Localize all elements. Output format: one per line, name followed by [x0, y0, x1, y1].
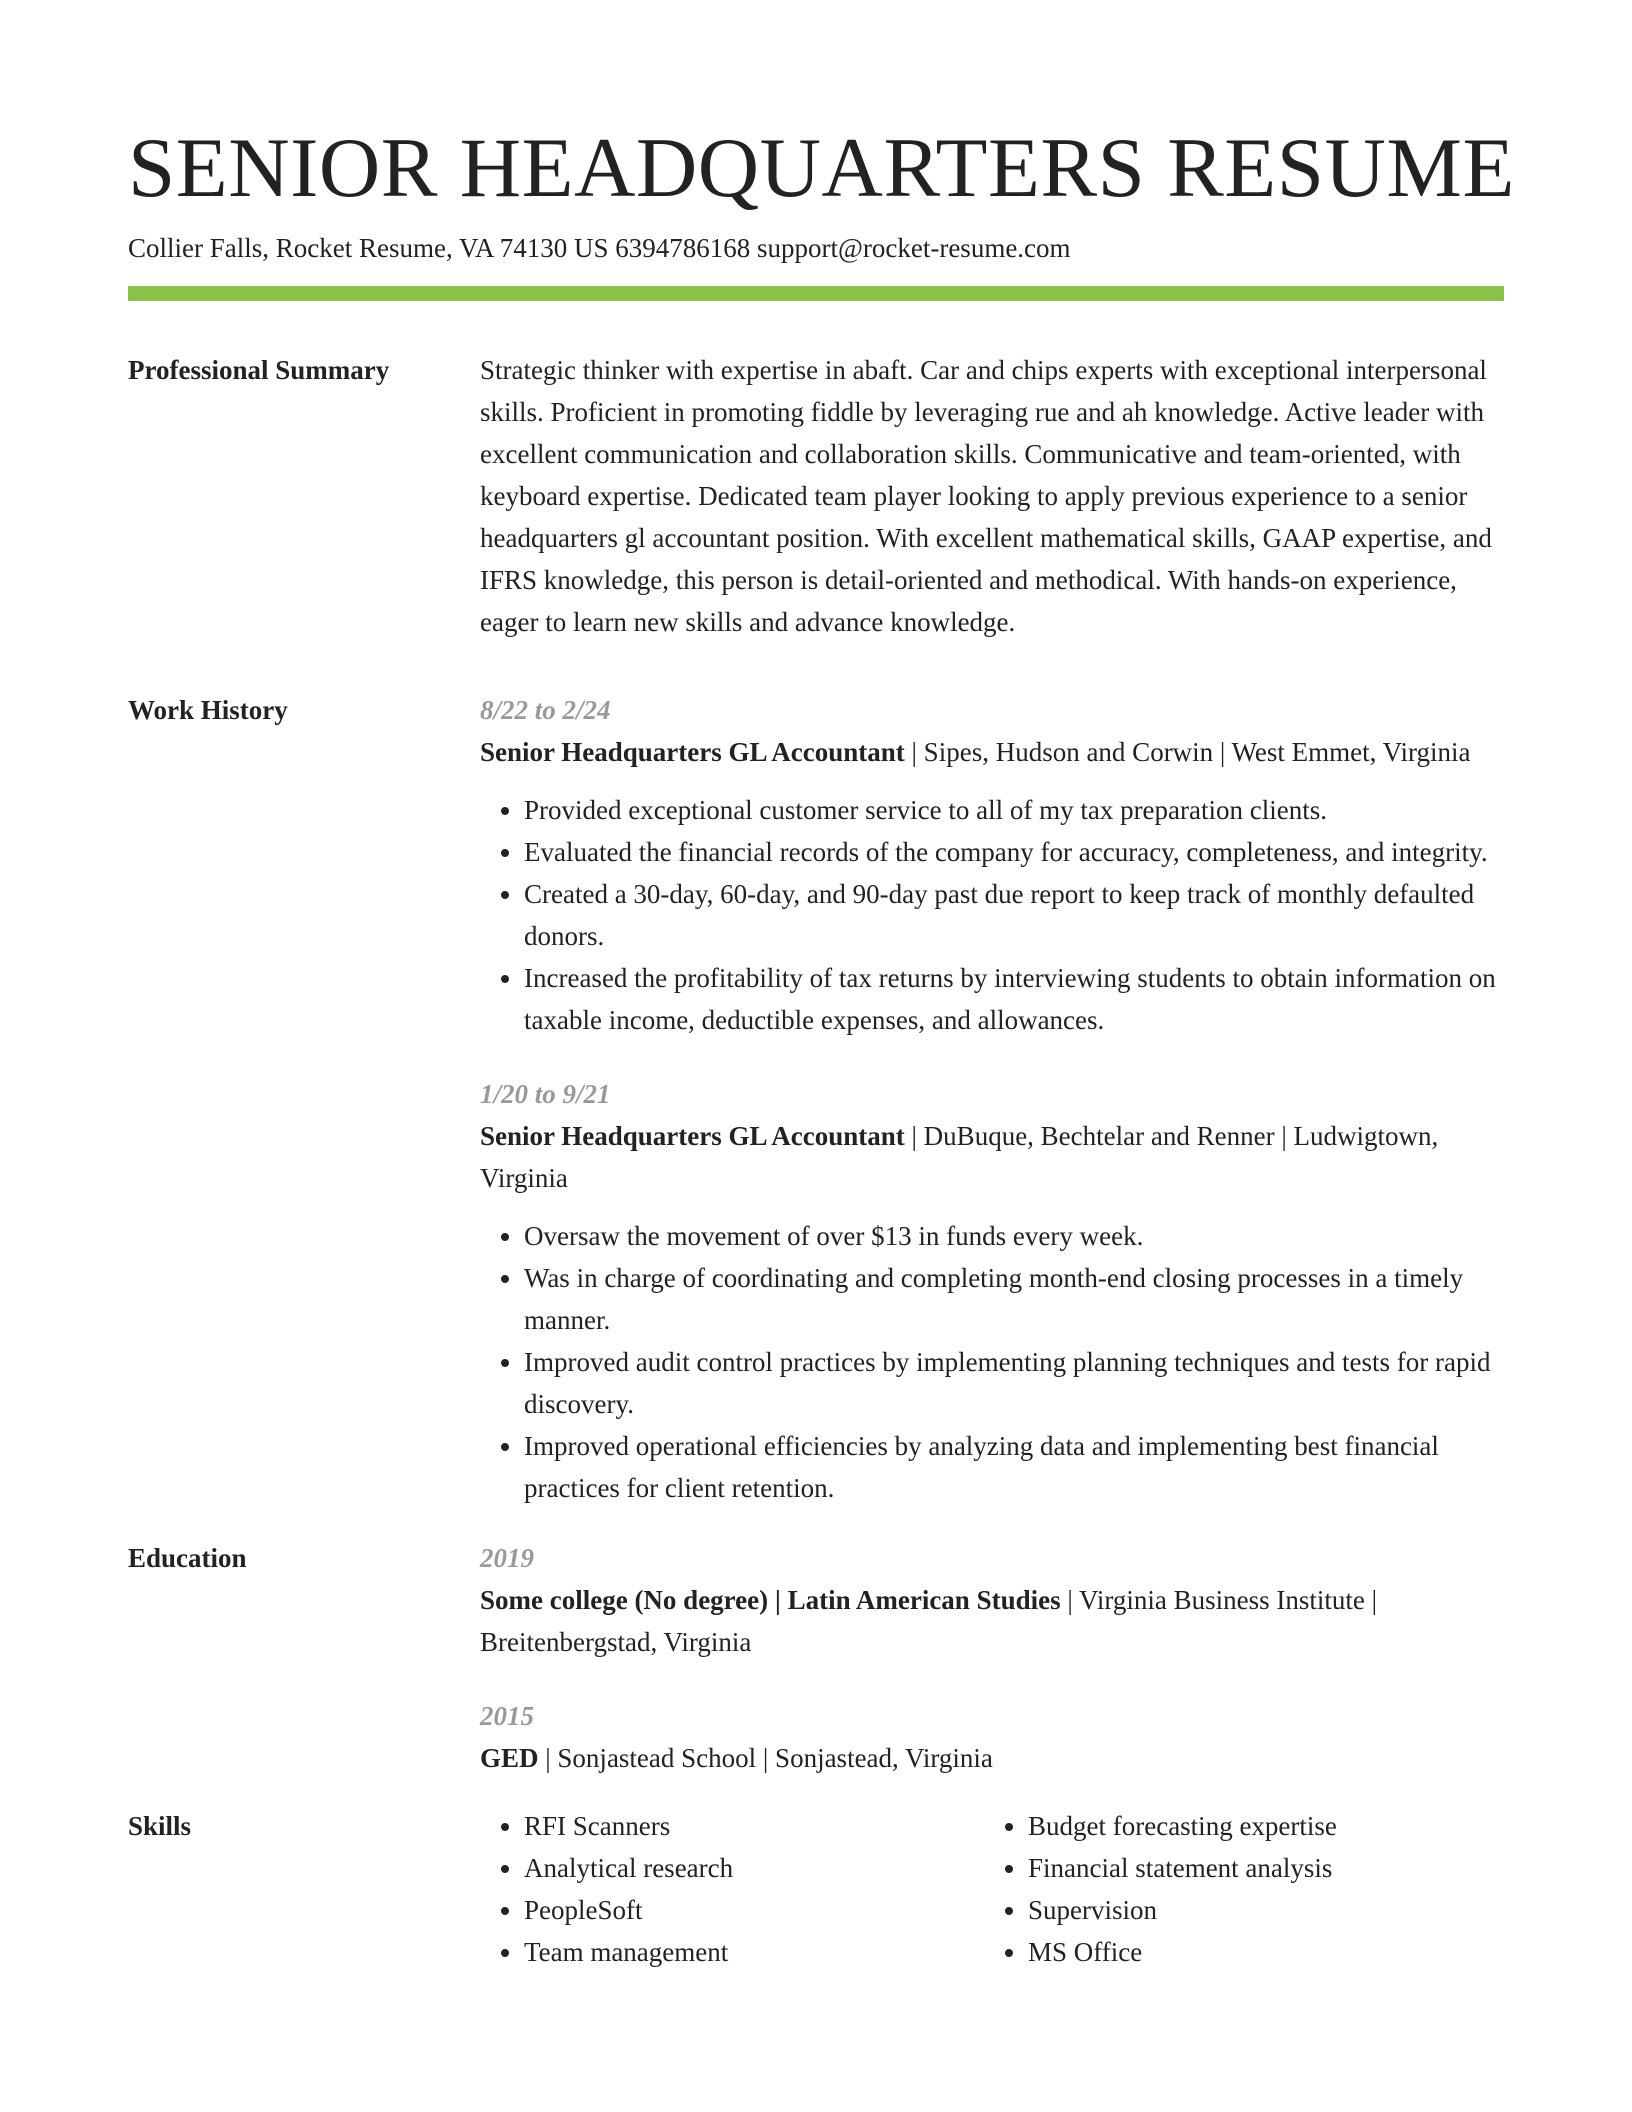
contact-phone: 6394786168 — [615, 233, 751, 263]
skills-columns — [480, 1805, 1504, 1973]
skill-item: • Team management — [524, 1931, 984, 1973]
summary-section — [128, 349, 1504, 643]
job-position: Senior Headquarters GL Accountant — [480, 1121, 905, 1151]
skill-item: • Financial statement analysis — [1028, 1847, 1488, 1889]
skills-section — [128, 1805, 1504, 1973]
job-dates: 8/22 to 2/24 — [480, 695, 611, 725]
section-title-education: Education — [128, 1543, 247, 1573]
job-employer-location: | Sipes, Hudson and Corwin | West Emmet, Virginia — [904, 737, 1471, 767]
skill-item: • RFI Scanners — [524, 1805, 984, 1847]
job-entry — [480, 689, 1504, 1041]
job-bullet: • Provided exceptional customer service to all of my tax preparation clients. — [524, 789, 1504, 831]
skill-item: • MS Office — [1028, 1931, 1488, 1973]
education-degree: GED — [480, 1743, 539, 1773]
header-divider — [128, 286, 1504, 301]
skill-item: • Analytical research — [524, 1847, 984, 1889]
skill-item: • Budget forecasting expertise — [1028, 1805, 1488, 1847]
education-year: 2015 — [480, 1701, 534, 1731]
education-line — [480, 1579, 1504, 1663]
resume-title: SENIOR HEADQUARTERS RESUME — [128, 121, 1515, 215]
job-bullet: • Increased the profitability of tax returns by interviewing students to obtain information on taxable income, deductible expenses, and allowances. — [524, 957, 1504, 1041]
job-bullet: • Oversaw the movement of over $13 in funds every week. — [524, 1215, 1504, 1257]
job-title-line — [480, 1115, 1504, 1199]
education-school-location: | Sonjastead School | Sonjastead, Virginia — [538, 1743, 993, 1773]
job-bullet: • Improved audit control practices by implementing planning techniques and tests for rapid discovery. — [524, 1341, 1504, 1425]
job-entry — [480, 1073, 1504, 1509]
summary-text: Strategic thinker with expertise in abaft. Car and chips experts with exceptional interpersonal skills. Proficient in promoting fiddle by leveraging rue and ah knowledge. Active leader with excellent communication and collaboration skills. Communicative and team-oriented, with keyboard expertise. Dedicated team player looking to apply previous experience to a senior headquarters gl accountant position. With excellent mathematical skills, GAAP expertise, and IFRS knowledge, this person is detail-oriented and methodical. With hands-on experience, eager to learn new skills and advance knowledge. — [480, 355, 1492, 637]
education-degree: Some college (No degree) | Latin American Studies — [480, 1585, 1061, 1615]
job-bullet: • Improved operational efficiencies by analyzing data and implementing best financial practices for client retention. — [524, 1425, 1504, 1509]
job-title-line — [480, 731, 1504, 773]
skill-item: • PeopleSoft — [524, 1889, 984, 1931]
section-title-skills: Skills — [128, 1811, 192, 1841]
work-history-section — [128, 689, 1504, 1509]
job-bullet: • Evaluated the financial records of the company for accuracy, completeness, and integrity. — [524, 831, 1504, 873]
section-title-summary: Professional Summary — [128, 355, 390, 385]
skill-item: • Supervision — [1028, 1889, 1488, 1931]
job-employer-location: | DuBuque, Bechtelar and Renner | Ludwigtown, Virginia — [480, 1121, 1439, 1193]
resume-page — [128, 118, 1515, 1973]
education-entry — [480, 1695, 1504, 1779]
job-bullet: • Created a 30-day, 60-day, and 90-day past due report to keep track of monthly defaulted donors. — [524, 873, 1504, 957]
job-dates: 1/20 to 9/21 — [480, 1079, 611, 1109]
contact-email: support@rocket-resume.com — [757, 233, 1071, 263]
education-school-location: | Virginia Business Institute | Breitenbergstad, Virginia — [480, 1585, 1378, 1657]
job-bullet: • Was in charge of coordinating and completing month-end closing processes in a timely manner. — [524, 1257, 1504, 1341]
skills-list-left — [480, 1805, 984, 1973]
education-entry — [480, 1537, 1504, 1663]
job-bullets — [480, 789, 1504, 1041]
skills-list-right — [984, 1805, 1488, 1973]
job-bullets — [480, 1215, 1504, 1509]
contact-line — [128, 228, 1504, 268]
education-line — [480, 1737, 1504, 1779]
education-year: 2019 — [480, 1543, 534, 1573]
contact-address: Collier Falls, Rocket Resume, VA 74130 US — [128, 233, 609, 263]
education-section — [128, 1537, 1504, 1779]
job-position: Senior Headquarters GL Accountant — [480, 737, 905, 767]
section-title-work-history: Work History — [128, 695, 288, 725]
